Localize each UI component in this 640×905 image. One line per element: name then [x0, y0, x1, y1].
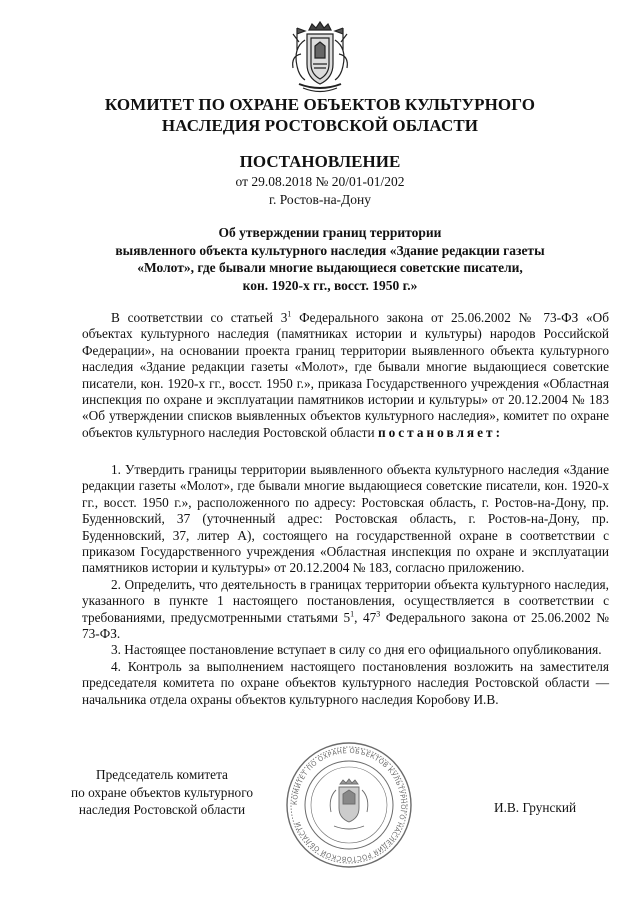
- preamble: [82, 310, 609, 441]
- point-3: 3. Настоящее постановление вступает в силу со дня его официального опубликования.: [111, 642, 602, 658]
- seal-ring-text: КОМИТЕТ ПО ОХРАНЕ ОБЪЕКТОВ КУЛЬТУРНОГО НАСЛЕДИЯ РОСТОВСКОЙ ОБЛАСТИ: [290, 746, 408, 864]
- point-1: 1. Утвердить границы территории выявленного объекта культурного наследия «Здание редакции газеты «Молот», где бывали многие выдающиеся советские писатели, кон. 1920-х гг., восст. 1950 г.», расположенного по адресу: Ростовская область, г. Ростов-на-Дону, пр. Буденновский, 37 (уточненный адрес: Ростовская область, г. Ростов-на-Дону, пр. Буденновский, 37, литер А), состоящего на государственной охране в соответствии с приказом Государственного учреждения «Областная инспекция по охране и эксплуатации памятников истории и культуры» от 20.12.2004 № 183, согласно приложению.: [82, 462, 609, 576]
- date-and-number: от 29.08.2018 № 20/01-01/202: [235, 174, 405, 189]
- signatory-position-line1: Председатель комитета: [96, 767, 228, 782]
- point-2: [82, 577, 609, 643]
- preamble-text-2: Федерального закона от 25.06.2002 № 73-ФЗ «Об объектах культурного наследия (памятниках истории и культуры) народов Российской Федерации», на основании проекта границ территории выявленного объекта культурного наследия «Здание редакции газеты «Молот», где бывали многие выдающиеся советские писатели, кон. 1920-х гг., восст. 1950 г.», приказа Государственного учреждения «Областная инспекция по охране и эксплуатации памятников истории и культуры» от 20.12.2004 № 183 «Об утверждении списков выявленных объектов культурного наследия», комитет по охране объектов культурного наследия Ростовской области: [82, 310, 609, 440]
- committee-name-line2: НАСЛЕДИЯ РОСТОВСКОЙ ОБЛАСТИ: [161, 116, 479, 135]
- signatory-position-line3: наследия Ростовской области: [78, 802, 246, 817]
- decree-word: постановляет:: [377, 424, 503, 440]
- subject-line2: выявленного объекта культурного наследия «Здание редакции газеты: [115, 242, 545, 258]
- article-superscript: 1: [287, 309, 292, 319]
- official-seal-icon: [284, 740, 414, 870]
- coat-of-arms-icon: [287, 20, 353, 96]
- signatory-name: И.В. Грунский: [494, 800, 577, 815]
- point-4: 4. Контроль за выполнением настоящего постановления возложить на заместителя председателя комитета по охране объектов культурного наследия Ростовской области — начальника отдела охраны объектов культурного наследия Коробову И.В.: [82, 658, 609, 707]
- subject-line1: Об утверждении границ территории: [218, 225, 442, 240]
- preamble-text-1: В соответствии со статьей 3: [111, 310, 288, 325]
- point-2-text-3: Федерального закона от 25.06.2002 № 73-ФЗ.: [82, 609, 609, 642]
- decree-points: [82, 462, 609, 708]
- subject-line3: «Молот», где бывали многие выдающиеся советские писатели,: [137, 260, 523, 275]
- document-title: ПОСТАНОВЛЕНИЕ: [239, 152, 401, 171]
- city: г. Ростов-на-Дону: [268, 192, 371, 207]
- committee-name-line1: КОМИТЕТ ПО ОХРАНЕ ОБЪЕКТОВ КУЛЬТУРНОГО: [104, 95, 536, 114]
- committee-name: [60, 94, 580, 136]
- point-2-superscript-1: 1: [350, 609, 355, 619]
- point-2-text-1: 2. Определить, что деятельность в границах территории объекта культурного наследия, указанного в пункте 1 настоящего постановления, осуществляется в соответствии с требованиями, предусмотренными статьями 5: [82, 576, 609, 625]
- signatory-position: [44, 766, 280, 819]
- signatory-position-line2: по охране объектов культурного: [71, 784, 253, 800]
- preamble-paragraph: [82, 310, 609, 441]
- document-subject: [100, 224, 560, 294]
- subject-line4: кон. 1920-х гг., восст. 1950 г.»: [242, 277, 418, 293]
- point-2-text-2: , 47: [354, 609, 377, 625]
- point-2-superscript-2: 3: [376, 609, 381, 619]
